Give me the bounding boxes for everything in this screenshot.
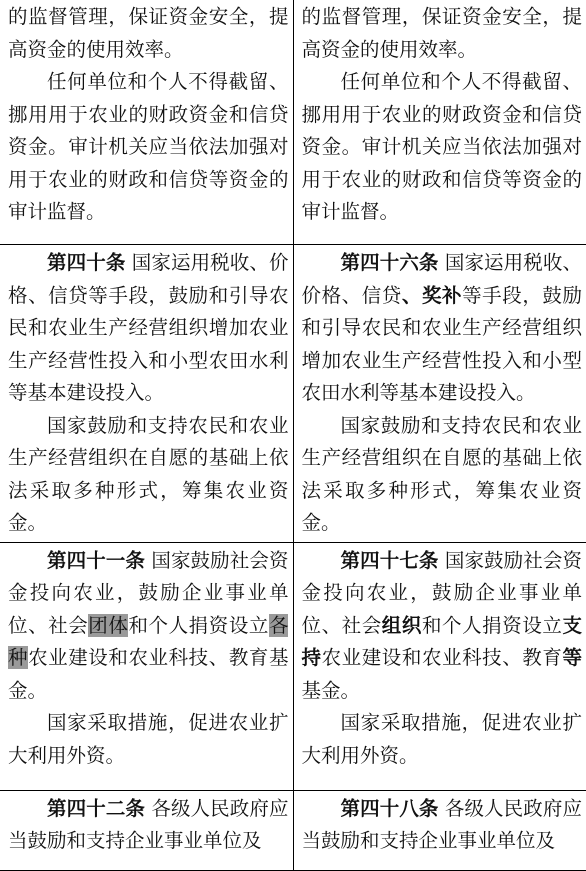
table-row: [0, 790, 586, 870]
article-number: 第四十条: [47, 251, 126, 274]
left-cell: [0, 0, 293, 245]
paragraph: 国家鼓励和支持农民和农业生产经营组织在自愿的基础上依法采取多种形式，筹集农业资金。: [301, 413, 582, 534]
paragraph: 任何单位和个人不得截留、挪用用于农业的财政资金和信贷资金。审计机关应当依法加强对用于农业的财政和信贷等资金的审计监督。: [301, 70, 582, 223]
right-cell: [293, 245, 586, 543]
revised-text: 支持: [301, 613, 582, 669]
article-text: 农业建设和农业科技、教育: [321, 646, 563, 669]
paragraph: 的监督管理，保证资金安全，提高资金的使用效率。: [8, 5, 289, 61]
paragraph: [302, 545, 583, 708]
paragraph: [8, 247, 289, 410]
article-text: 国家运用税收、价格、信贷: [301, 251, 582, 307]
article-number: 第四十一条: [47, 548, 146, 572]
paragraph: [8, 545, 289, 708]
right-cell: [293, 790, 586, 870]
table-row: [0, 245, 586, 543]
paragraph: [8, 793, 289, 858]
article-number: 第四十八条: [340, 796, 439, 820]
article-text: 和个人捐资设立: [421, 613, 563, 637]
left-cell: [0, 245, 293, 543]
table-row: [0, 0, 586, 245]
article-text: 国家运用税收、价格、信贷等手段，鼓励和引导农民和农业生产经营组织增加农业生产经营性投入和小型农田水利等基本建设投入。: [8, 251, 289, 404]
revised-text: 、奖补: [401, 283, 463, 307]
paragraph: 的监督管理，保证资金安全，提高资金的使用效率。: [301, 5, 582, 61]
paragraph: 任何单位和个人不得截留、挪用用于农业的财政资金和信贷资金。审计机关应当依法加强对用于农业的财政和信贷等资金的审计监督。: [8, 70, 289, 223]
left-cell: [0, 790, 293, 870]
article-text: 国家鼓励社会资金投向农业，鼓励企业事业单位、社会: [8, 548, 289, 637]
paragraph: 国家采取措施，促进农业扩大利用外资。: [301, 711, 582, 767]
table-row: [0, 542, 586, 790]
revised-text: 组织: [381, 613, 422, 637]
article-text: 等手段，鼓励和引导农民和农业生产经营组织增加农业生产经营性投入和小型农田水利等基本建设投入。: [301, 283, 582, 404]
right-cell: [293, 542, 586, 790]
article-text: 各级人民政府应当鼓励和支持企业事业单位及: [301, 796, 582, 852]
highlighted-text: 各: [268, 613, 289, 637]
article-text: 和个人捐资设立: [128, 613, 269, 637]
article-number: 第四十二条: [47, 796, 146, 820]
article-text: 各级人民政府应当鼓励和支持企业事业单位及: [8, 796, 289, 852]
article-number: 第四十六条: [340, 251, 439, 274]
paragraph: [302, 247, 583, 410]
highlighted-text: 种: [8, 646, 29, 669]
article-number: 第四十七条: [340, 548, 439, 572]
highlighted-text: 团体: [88, 613, 129, 637]
paragraph: 国家鼓励和支持农民和农业生产经营组织在自愿的基础上依法采取多种形式，筹集农业资金。: [8, 413, 289, 534]
left-cell: [0, 542, 293, 790]
article-text: 农业建设和农业科技、教育基金。: [8, 646, 289, 702]
paragraph: 国家采取措施，促进农业扩大利用外资。: [8, 711, 289, 767]
article-text: 基金。: [301, 678, 361, 702]
article-text: 国家鼓励社会资金投向农业，鼓励企业事业单位、社会: [301, 548, 582, 637]
right-cell: [293, 0, 586, 245]
paragraph: [302, 793, 583, 858]
revised-text: 等: [562, 646, 582, 669]
